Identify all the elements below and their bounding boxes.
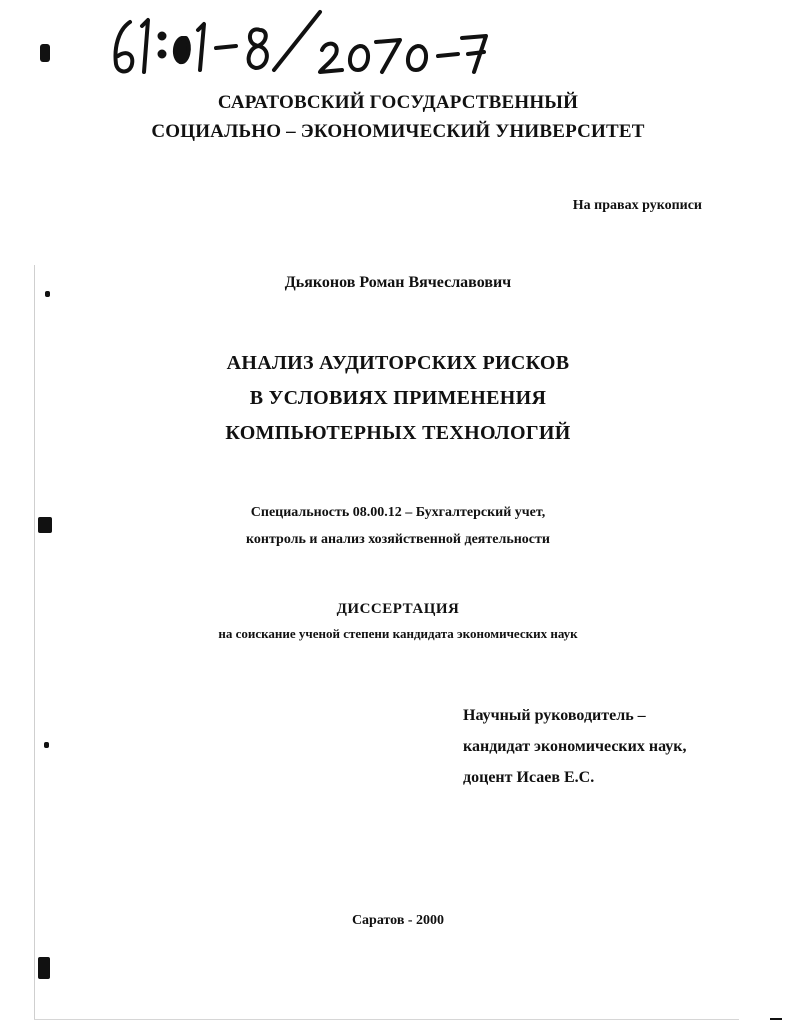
title-line-2: В УСЛОВИЯХ ПРИМЕНЕНИЯ	[249, 387, 547, 409]
city-year: Саратов - 2000	[351, 913, 445, 928]
dissertation-subheading: на соискание ученой степени кандидата экономических наук	[218, 626, 578, 641]
scan-edge-bottom	[34, 1019, 739, 1020]
advisor-line-2: кандидат экономических наук,	[463, 738, 687, 755]
title-line-3: КОМПЬЮТЕРНЫХ ТЕХНОЛОГИЙ	[225, 422, 571, 444]
dissertation-heading: ДИССЕРТАЦИЯ	[336, 601, 460, 617]
scan-mark-top	[40, 44, 50, 62]
dissertation-title	[0, 346, 796, 451]
advisor-line-1: Научный руководитель –	[463, 707, 646, 724]
advisor-line-3: доцент Исаев Е.С.	[463, 769, 595, 786]
title-line-1: АНАЛИЗ АУДИТОРСКИХ РИСКОВ	[226, 352, 570, 374]
university-name	[0, 88, 796, 146]
manuscript-rights-note: На правах рукописи	[572, 198, 702, 213]
archive-code-drawing	[108, 8, 498, 78]
scan-mark-5	[770, 1018, 782, 1020]
author-name: Дьяконов Роман Вячеславович	[284, 274, 512, 291]
scan-mark-3	[44, 742, 49, 748]
specialty-line-2: контроль и анализ хозяйственной деятельности	[246, 532, 550, 547]
university-line-1: САРАТОВСКИЙ ГОСУДАРСТВЕННЫЙ	[217, 92, 579, 113]
scientific-advisor	[463, 700, 763, 793]
archive-code-handwritten	[108, 8, 498, 78]
university-line-2: СОЦИАЛЬНО – ЭКОНОМИЧЕСКИЙ УНИВЕРСИТЕТ	[151, 121, 645, 142]
specialty	[0, 499, 796, 553]
specialty-line-1: Специальность 08.00.12 – Бухгалтерский учет,	[250, 505, 546, 520]
scan-mark-4	[38, 957, 50, 979]
